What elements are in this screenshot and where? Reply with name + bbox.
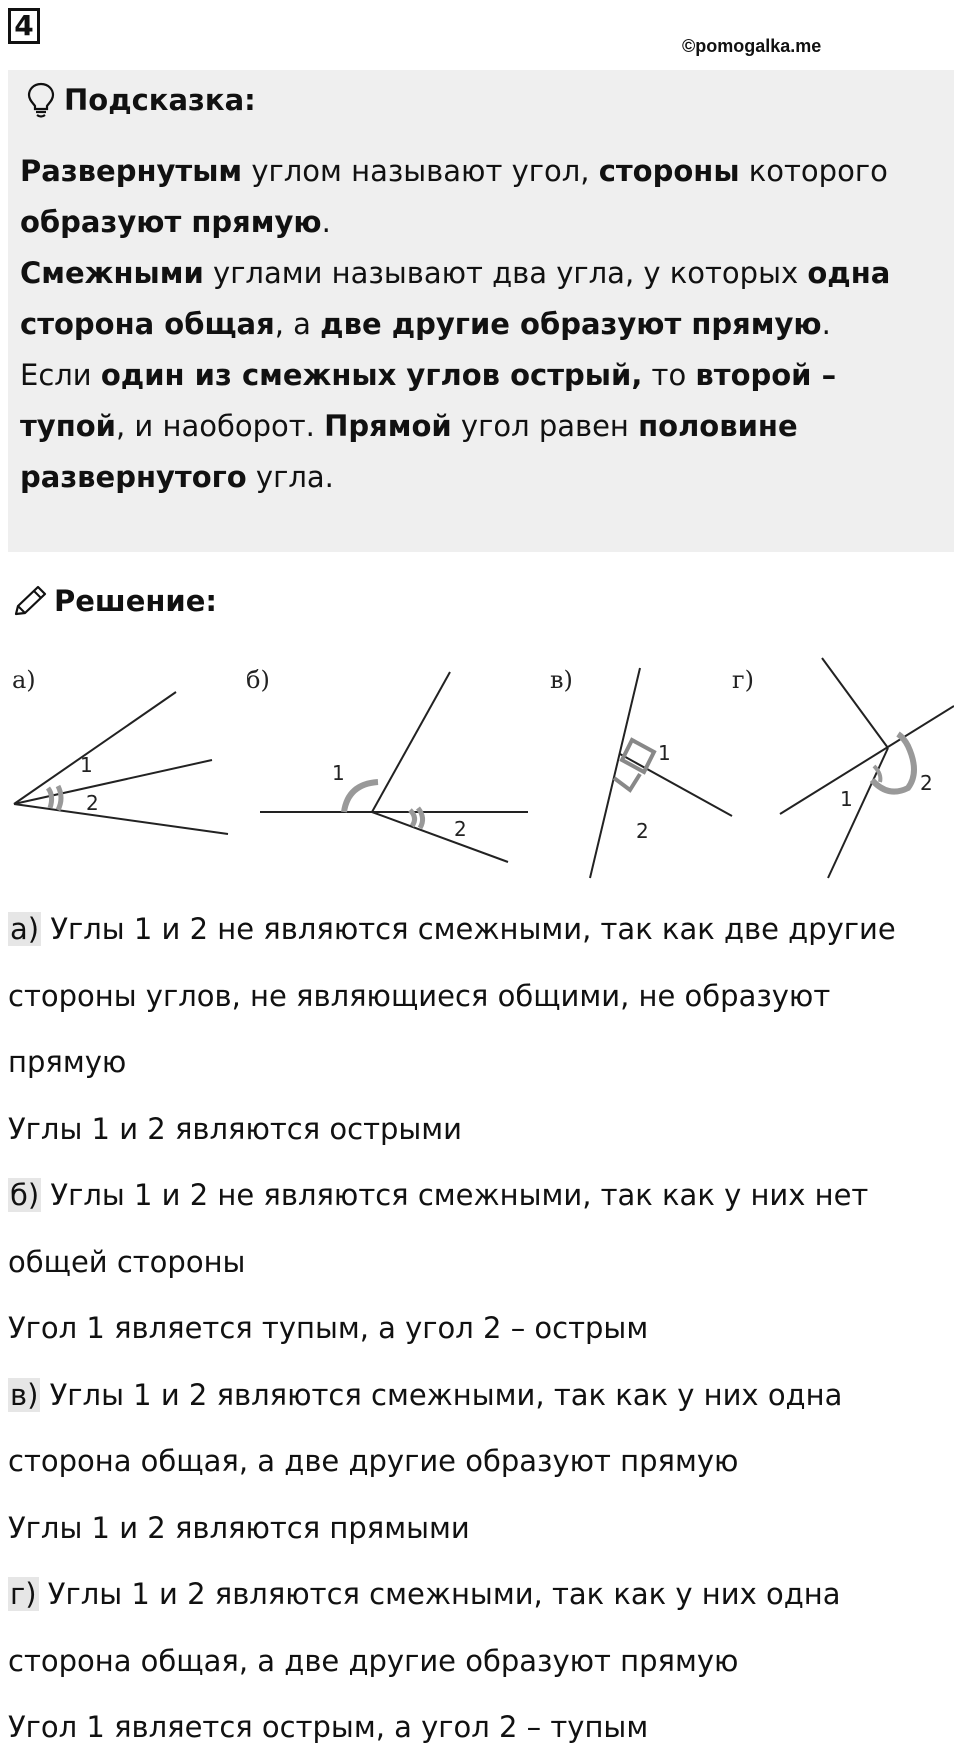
ray <box>14 692 176 804</box>
answer-line <box>8 896 954 963</box>
hint-bold-text: одна сторона общая <box>20 256 891 341</box>
lightbulb-icon <box>26 82 56 118</box>
hint-text-run: угла. <box>246 460 334 494</box>
ray <box>14 760 212 804</box>
panel-b-label: б) <box>246 666 270 694</box>
angle-arc <box>48 788 52 808</box>
answer-conclusion: Угол 1 является тупым, а угол 2 – острым <box>8 1311 649 1345</box>
hint-text <box>20 146 945 503</box>
ray <box>14 804 228 834</box>
answer-text: общей стороны <box>8 1244 246 1279</box>
line <box>590 668 640 878</box>
answer-label: а) <box>10 912 40 946</box>
answer-line <box>8 1362 954 1429</box>
panel-d <box>732 658 954 878</box>
hint-text-run: , а <box>274 307 321 341</box>
panel-d-label: г) <box>732 666 754 694</box>
hint-text-run: . <box>321 205 331 239</box>
answer-label: в) <box>10 1377 39 1412</box>
answer-line <box>8 1229 954 1296</box>
watermark: ©pomogalka.me <box>682 36 822 56</box>
angle-1-label: 1 <box>658 741 671 765</box>
answer-line <box>8 1628 954 1695</box>
hint-text-run: Если <box>20 358 101 392</box>
answer-line <box>8 1428 954 1495</box>
angles-figure <box>8 648 954 888</box>
answer-text: Углы 1 и 2 не являются смежными, так как две другие <box>50 912 896 946</box>
hint-paragraph <box>20 350 945 503</box>
solution-title: Решение: <box>54 584 218 618</box>
solution-header <box>12 584 217 618</box>
answer-text: сторона общая, а две другие образуют прямую <box>8 1444 739 1478</box>
answer-text: Углы 1 и 2 не являются смежными, так как у них нет <box>50 1178 869 1212</box>
hint-bold-text: образуют прямую <box>20 205 322 239</box>
answer-conclusion: Угол 1 является острым, а угол 2 – тупым <box>8 1710 649 1744</box>
answer-text: Углы 1 и 2 являются смежными, так как у них одна <box>47 1577 841 1611</box>
hint-title: Подсказка: <box>64 83 256 117</box>
panel-b <box>246 666 528 862</box>
angle-1-label: 1 <box>840 787 853 811</box>
answer-line <box>8 1561 954 1628</box>
hint-bold-text: две другие образуют прямую <box>320 307 822 341</box>
angle-2-label: 2 <box>86 791 99 815</box>
answer-conclusion: Углы 1 и 2 являются прямыми <box>8 1510 470 1545</box>
task-number: 4 <box>8 8 40 44</box>
hint-text-run: . <box>821 307 831 341</box>
ray <box>828 748 888 878</box>
panel-a <box>12 666 228 834</box>
answer-label: б) <box>10 1178 40 1212</box>
hint-text-run: то <box>642 358 696 392</box>
hint-header <box>26 82 256 118</box>
ray <box>372 812 508 862</box>
hint-bold-text: стороны <box>598 154 740 188</box>
right-angle-mark <box>614 774 640 790</box>
hint-bold-text: половине развернутого <box>20 409 798 494</box>
hint-paragraph <box>20 146 945 248</box>
right-angle-mark <box>622 740 654 772</box>
hint-paragraph <box>20 248 945 350</box>
angle-2-label: 2 <box>454 817 467 841</box>
answer-line <box>8 963 954 1030</box>
answer-text: прямую <box>8 1045 127 1079</box>
angle-arc <box>344 782 378 812</box>
line <box>780 706 954 814</box>
hint-bold-text: один из смежных углов острый, <box>100 358 643 392</box>
angle-2-label: 2 <box>920 771 933 795</box>
angle-1-label: 1 <box>80 753 93 777</box>
ray <box>372 672 450 812</box>
answer-text: Углы 1 и 2 являются смежными, так как у них одна <box>49 1377 843 1412</box>
answer-label: г) <box>10 1577 37 1611</box>
hint-bold-text: Развернутым <box>20 154 243 188</box>
answer-conclusion: Углы 1 и 2 являются острыми <box>8 1111 463 1146</box>
hint-text-run: углом называют угол, <box>242 154 599 188</box>
angle-arc <box>58 786 61 810</box>
hint-bold-text: Прямой <box>324 409 452 443</box>
hint-text-run: угол равен <box>451 409 639 443</box>
pencil-icon <box>12 584 48 618</box>
panel-c-label: в) <box>550 666 573 694</box>
angle-arc <box>410 810 415 826</box>
ray <box>822 658 888 748</box>
angle-1-label: 1 <box>332 761 345 785</box>
panel-c <box>550 666 732 878</box>
answers <box>8 896 954 1761</box>
hint-text-run: , и наоборот. <box>116 409 325 443</box>
angle-arc <box>418 808 423 828</box>
hint-bold-text: второй – тупой <box>20 358 837 443</box>
ray <box>620 754 732 816</box>
hint-bold-text: Смежными <box>20 256 204 290</box>
hint-text-run: углами называют два угла, у которых <box>203 256 808 290</box>
hint-text-run: которого <box>739 154 888 188</box>
panel-a-label: а) <box>12 666 36 694</box>
answer-line <box>8 1029 954 1096</box>
angle-2-label: 2 <box>636 819 649 843</box>
answer-text: сторона общая, а две другие образуют прямую <box>8 1643 739 1678</box>
answer-text: стороны углов, не являющиеся общими, не образуют <box>8 978 831 1013</box>
hint-box <box>8 70 954 552</box>
answer-line <box>8 1162 954 1229</box>
angle-arc <box>872 734 914 792</box>
